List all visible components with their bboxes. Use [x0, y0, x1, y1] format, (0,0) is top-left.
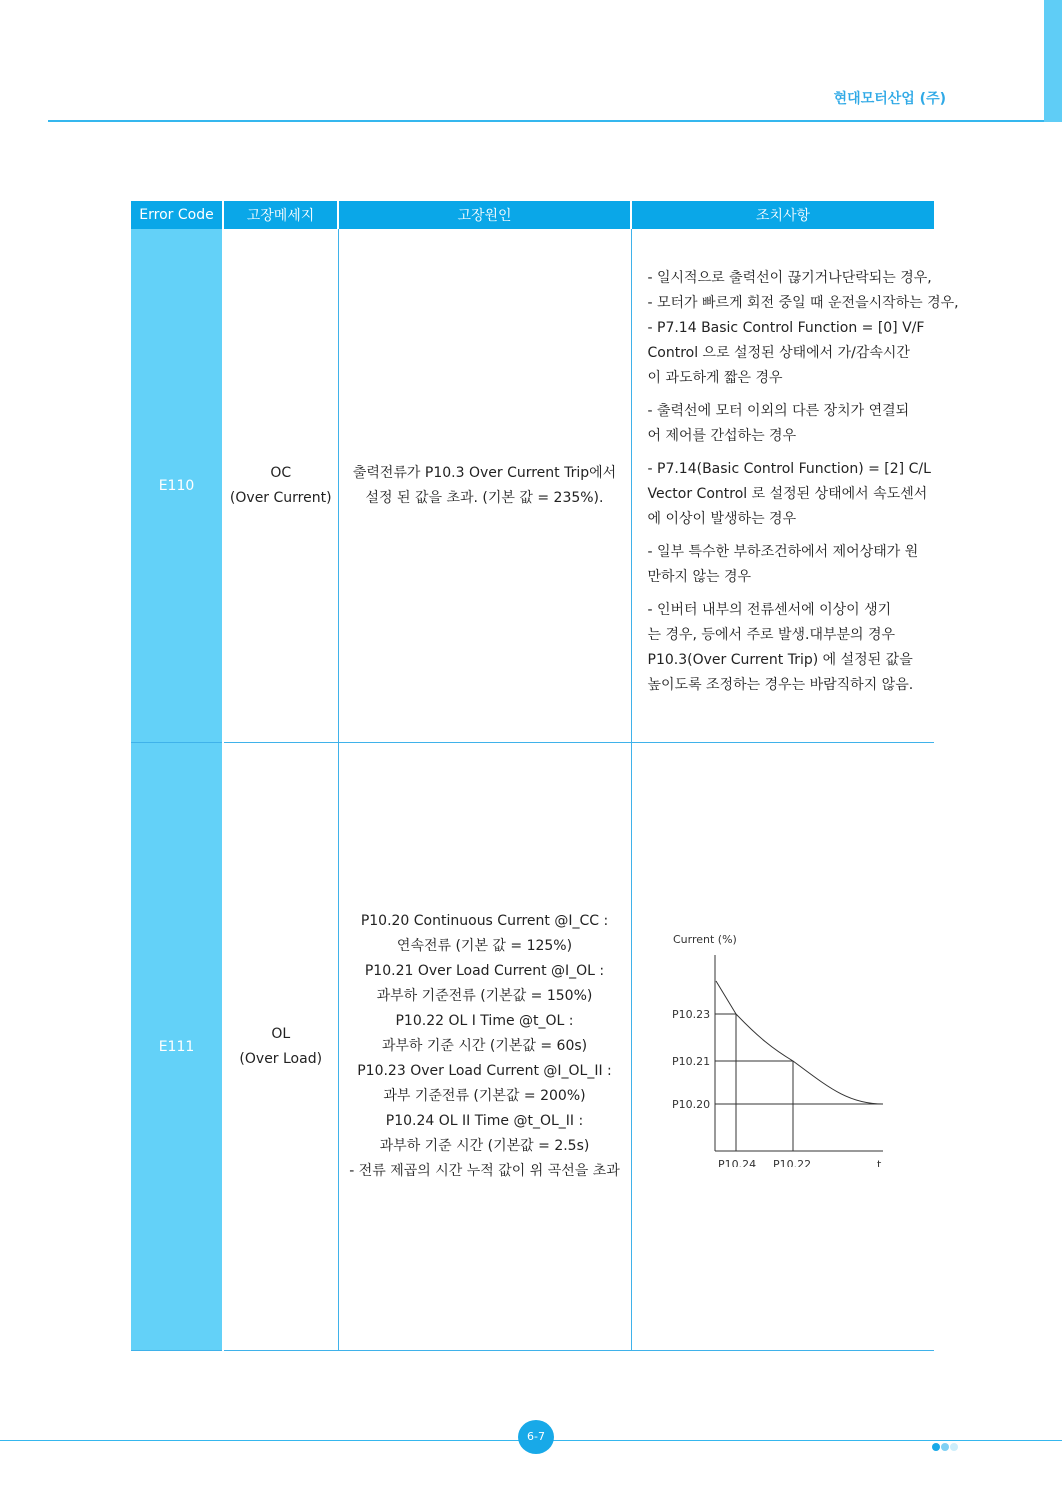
header-error-code: Error Code: [131, 201, 223, 229]
chart-y-tick: P10.20: [671, 1097, 710, 1111]
cause-line: 과부하 기준 시간 (기본값 = 2.5s): [379, 1138, 590, 1154]
action-line: P10.3(Over Current Trip) 에 설정된 값을: [647, 651, 913, 668]
cause-line: P10.20 Continuous Current @I_CC :: [360, 913, 609, 929]
error-code-cell: E110: [131, 229, 223, 743]
action-line: 높이도록 조정하는 경우는 바람직하지 않음.: [647, 676, 914, 693]
action-line: 만하지 않는 경우: [647, 568, 752, 585]
header-action: 조치사항: [631, 201, 934, 229]
action-line: - 일부 특수한 부하조건하에서 제어상태가 원: [647, 543, 919, 560]
cause-line: 출력전류가 P10.3 Over Current Trip에서: [352, 464, 617, 481]
cause-line: P10.22 OL I Time @t_OL :: [395, 1013, 574, 1029]
chart-x-axis-label: t: [876, 1157, 882, 1167]
action-line: 에 이상이 발생하는 경우: [647, 510, 797, 527]
action-paragraph: [648, 540, 919, 590]
action-line: 이 과도하게 짧은 경우: [647, 369, 783, 386]
header-divider: [48, 120, 1062, 122]
error-message-cell: [223, 229, 338, 743]
action-line: 어 제어를 간섭하는 경우: [647, 427, 797, 444]
chart-y-axis-label: Current (%): [672, 932, 737, 946]
cause-line: 설정 된 값을 초과. (기본 값 = 235%).: [365, 489, 604, 506]
footer-dots: [932, 1436, 959, 1455]
overload-curve-chart: [663, 927, 903, 1167]
footer-dot: [950, 1443, 958, 1451]
header-cause: 고장원인: [338, 201, 631, 229]
header-message: 고장메세지: [223, 201, 338, 229]
chart-x-tick: P10.22: [772, 1157, 811, 1167]
cause-line: P10.21 Over Load Current @I_OL :: [364, 963, 605, 979]
table-header-row: [131, 201, 934, 229]
table-row-e110: [131, 229, 934, 743]
action-paragraph: [648, 399, 919, 449]
cause-line: 과부 기준전류 (기본값 = 200%): [383, 1088, 586, 1104]
cause-line: - 전류 제곱의 시간 누적 값이 위 곡선을 초과: [349, 1163, 620, 1179]
message-line: (Over Current): [229, 489, 332, 506]
header-tab: [1044, 0, 1062, 122]
chart-y-tick: P10.21: [671, 1054, 710, 1068]
action-line: Vector Control 로 설정된 상태에서 속도센서: [647, 485, 928, 502]
chart-y-tick: P10.23: [671, 1007, 710, 1021]
action-line: - 인버터 내부의 전류센서에 이상이 생기: [647, 601, 892, 618]
message-line: OC: [270, 464, 292, 481]
error-code-table: [131, 201, 959, 1351]
cause-line: P10.23 Over Load Current @I_OL_II :: [357, 1063, 612, 1079]
action-line: 는 경우, 등에서 주로 발생.대부분의 경우: [647, 626, 896, 643]
cause-line: 과부하 기준전류 (기본값 = 150%): [376, 988, 593, 1004]
message-line: OL: [271, 1025, 291, 1042]
error-message-cell: [223, 743, 338, 1351]
overload-chart-cell: [631, 743, 934, 1351]
header-title: 현대모터산업 (주): [833, 91, 946, 107]
action-line: - 일시적으로 출력선이 끊기거나단락되는 경우,: [647, 269, 932, 286]
action-line: Control 으로 설정된 상태에서 가/감속시간: [647, 344, 910, 361]
chart-overload-curve: [716, 981, 883, 1104]
action-cell: [631, 229, 959, 743]
action-paragraph: [647, 457, 931, 532]
action-line: - P7.14(Basic Control Function) = [2] C/L: [647, 460, 931, 477]
page-number-badge: 6-7: [518, 1420, 554, 1454]
chart-x-tick: P10.24: [717, 1157, 756, 1167]
action-paragraph: [648, 598, 919, 698]
message-line: (Over Load): [239, 1050, 323, 1067]
footer-dot: [941, 1443, 949, 1451]
action-line: - 모터가 빠르게 회전 중일 때 운전을시작하는 경우,: [647, 294, 959, 311]
action-line: - 출력선에 모터 이외의 다른 장치가 연결되: [647, 402, 910, 419]
cause-cell: [338, 229, 631, 743]
cause-line: 연속전류 (기본 값 = 125%): [396, 938, 573, 954]
cause-line: 과부하 기준 시간 (기본값 = 60s): [381, 1038, 588, 1054]
cause-cell: [338, 743, 631, 1351]
cause-line: P10.24 OL II Time @t_OL_II :: [385, 1113, 584, 1129]
error-code-cell: E111: [131, 743, 223, 1351]
table-row-e111: [131, 743, 934, 1351]
action-line: - P7.14 Basic Control Function = [0] V/F: [647, 319, 925, 336]
action-paragraph: [647, 266, 959, 391]
footer-dot: [932, 1443, 940, 1451]
